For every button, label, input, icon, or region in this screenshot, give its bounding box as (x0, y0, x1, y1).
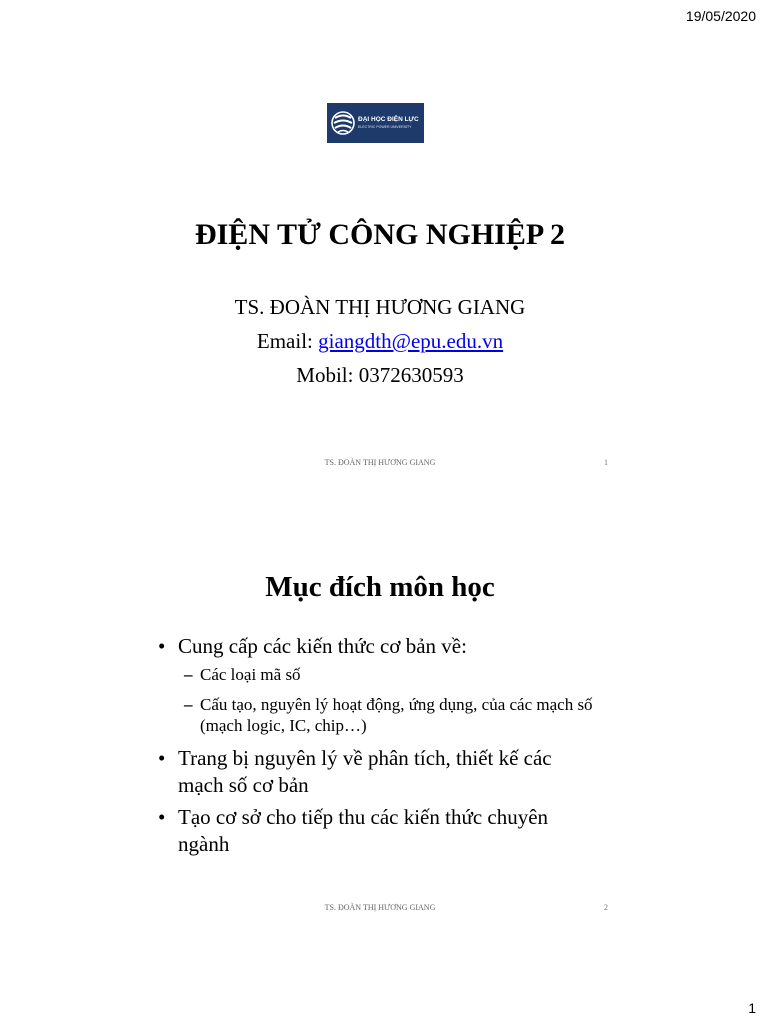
slide-number: 1 (604, 458, 608, 467)
page-number: 1 (748, 1000, 756, 1016)
email-link[interactable]: giangdth@epu.edu.vn (318, 329, 504, 353)
logo-subtitle: ELECTRIC POWER UNIVERSITY (358, 124, 412, 129)
slide-1 (150, 90, 610, 480)
author-info (150, 290, 610, 392)
section-title: Mục đích môn học (265, 571, 495, 603)
sub-list (178, 664, 596, 736)
university-logo (327, 103, 424, 143)
bullet-text: Cung cấp các kiến thức cơ bản về: (178, 634, 467, 658)
sub-list-item: – Cấu tạo, nguyên lý hoạt động, ứng dụng, của các mạch số (mạch logic, IC, chip…) (178, 694, 596, 736)
logo-title: ĐẠI HỌC ĐIỆN LỰC (358, 116, 419, 123)
list-item (156, 745, 596, 799)
course-title: ĐIỆN TỬ CÔNG NGHIỆP 2 (194, 218, 566, 251)
sub-list-item: – Các loại mã số (178, 664, 596, 685)
slide-footer-author: TS. ĐOÀN THỊ HƯƠNG GIANG (324, 458, 436, 467)
university-logo-icon (331, 108, 355, 138)
list-item (156, 804, 596, 858)
email-line (150, 324, 610, 358)
bullet-text: Tạo cơ sở cho tiếp thu các kiến thức chuyên ngành (178, 805, 549, 856)
slide-footer-author: TS. ĐOÀN THỊ HƯƠNG GIANG (324, 903, 436, 912)
author-name: TS. ĐOÀN THỊ HƯƠNG GIANG (234, 295, 526, 319)
bullet-text: Trang bị nguyên lý về phân tích, thiết kế các mạch số cơ bản (178, 746, 552, 797)
slide-footer (150, 903, 610, 912)
list-item (156, 633, 596, 736)
slide-2 (150, 555, 610, 925)
page-date: 19/05/2020 (685, 8, 756, 24)
phone-line: Mobil: 0372630593 (296, 363, 464, 387)
email-label: Email: (256, 329, 319, 353)
slide-footer (150, 458, 610, 467)
slide-number: 2 (604, 903, 608, 912)
objective-list (156, 633, 596, 863)
